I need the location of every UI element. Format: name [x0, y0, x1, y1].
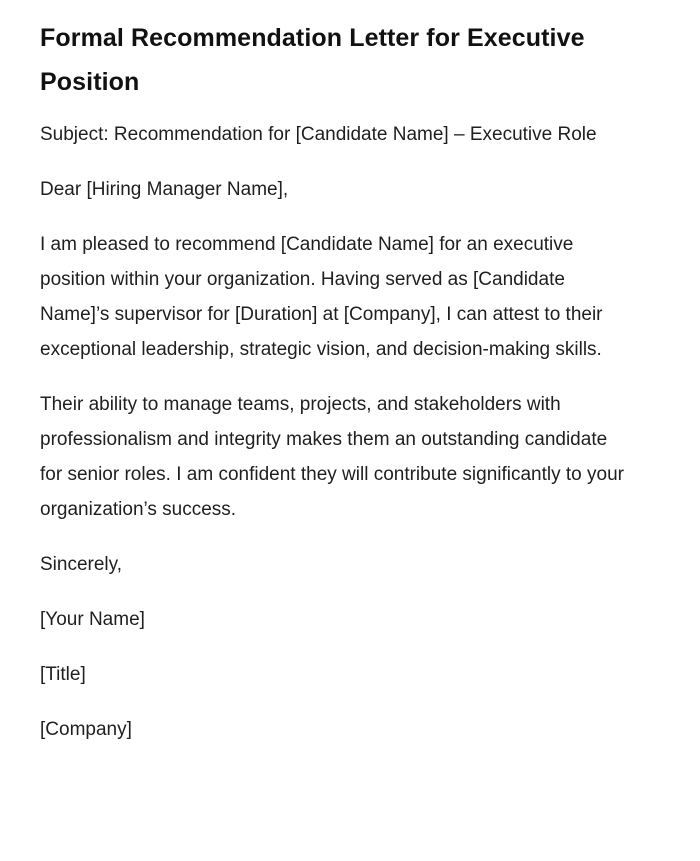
signature-company: [Company]: [40, 719, 132, 740]
closing: Sincerely,: [40, 554, 123, 575]
body-paragraph-2: Their ability to manage teams, projects, and stakeholders with professionalism and integrity makes them an outstanding candidate for senior roles. I am confident they will contribute significantly to your organization’s success.: [40, 394, 624, 520]
salutation: Dear [Hiring Manager Name],: [40, 179, 289, 200]
signature-name: [Your Name]: [40, 609, 145, 630]
body-paragraph-1: I am pleased to recommend [Candidate Name] for an executive position within your organization. Having served as [Candidate Name]’s supervisor for [Duration] at [Company], I can attest to their exceptional leadership, strategic vision, and decision-making skills.: [40, 234, 603, 360]
page-title: Formal Recommendation Letter for Executive Position: [40, 24, 585, 96]
signature-title: [Title]: [40, 664, 86, 685]
subject-line: Subject: Recommendation for [Candidate Name] – Executive Role: [40, 124, 597, 145]
